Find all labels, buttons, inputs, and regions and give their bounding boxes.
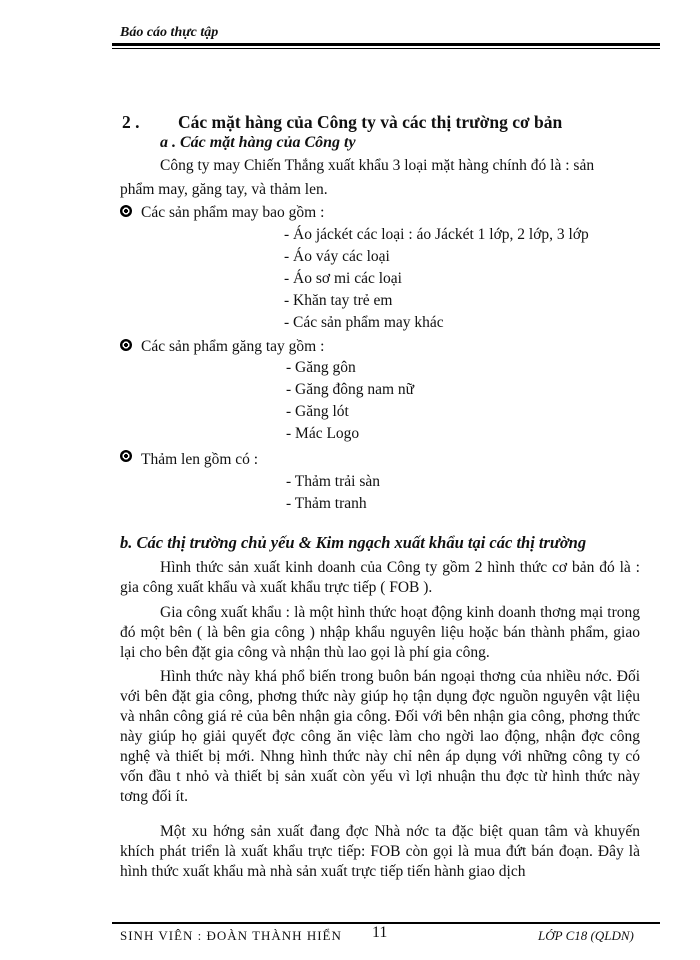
intro-line-1: Công ty may Chiến Thắng xuất khẩu 3 loại mặt hàng chính đó là : sản	[160, 157, 595, 174]
target-bullet-icon	[120, 205, 132, 217]
header-title: Báo cáo thực tập	[120, 25, 219, 40]
target-bullet-icon	[120, 450, 132, 462]
header-rule-thin	[112, 48, 660, 49]
target-bullet-icon	[120, 339, 132, 351]
list-item: - Găng gôn	[286, 359, 356, 376]
paragraph: Hình thức này khá phổ biến trong buôn bán ngoại thơng của nhiều nớc. Đối với bên đặt gia công, phơng thức này giúp họ tận dụng đợc nguồn nguyên vật liệu và nhân công giá rẻ của bên nhận gia công. Đối với bên nhận gia công, phơng thức này giúp họ giải quyết đợc công ăn việc làm cho ngời lao động, nhận đợc công nghệ và thiết bị mới. Nhng hình thức này chỉ nên áp dụng với những công ty có vốn đầu t nhỏ và thiết bị sản xuất còn yếu vì lợi nhuận thu đợc từ hình thức này tơng đối ít.	[120, 668, 640, 805]
list-item: - Khăn tay trẻ em	[284, 292, 393, 309]
list-item: - Áo jáckét các loại : áo Jáckét 1 lớp, 2 lớp, 3 lớp	[284, 226, 589, 243]
group-title: Các sản phẩm găng tay gồm :	[141, 338, 325, 355]
section-title-text: Các mặt hàng của Công ty và các thị trường cơ bản	[178, 112, 563, 132]
part-a-heading: a . Các mặt hàng của Công ty	[160, 134, 356, 151]
paragraph: Gia công xuất khẩu : là một hình thức hoạt động kinh doanh thơng mại trong đó một bên ( là bên gia công ) nhập khẩu nguyên liệu hoặc bán thành phẩm, giao lại cho bên đặt gia công và nhận thù lao gọi là phí gia công.	[120, 604, 640, 661]
section-title	[122, 112, 562, 133]
part-b-heading: b. Các thị trường chủ yếu & Kim ngạch xuất khẩu tại các thị trường	[120, 533, 587, 552]
list-item: - Thảm trải sàn	[286, 473, 380, 490]
section-number: 2 .	[122, 112, 140, 132]
list-item: - Găng lót	[286, 403, 349, 420]
list-item: - Mác Logo	[286, 425, 360, 442]
page-number: 11	[372, 924, 388, 941]
intro-line-2: phẩm may, găng tay, và thảm len.	[120, 181, 328, 198]
group-title: Các sản phẩm may bao gồm :	[141, 204, 325, 221]
group-title: Thảm len gồm có :	[141, 451, 259, 468]
paragraph: Hình thức sản xuất kinh doanh của Công ty gồm 2 hình thức cơ bản đó là : gia công xuất khẩu và xuất khẩu trực tiếp ( FOB ).	[120, 559, 640, 596]
footer-student: SINH VIÊN : ĐOÀN THÀNH HIỂN	[120, 928, 342, 943]
list-item: - Găng đông nam nữ	[286, 381, 415, 398]
list-item: - Áo váy các loại	[284, 248, 390, 265]
footer-class: LỚP C18 (QLDN)	[538, 928, 634, 943]
list-item: - Áo sơ mi các loại	[284, 270, 402, 287]
paragraph: Một xu hớng sản xuất đang đợc Nhà nớc ta đặc biệt quan tâm và khuyến khích phát triển là xuất khẩu trực tiếp: FOB còn gọi là mua đứt bán đoạn. Đây là hình thức xuất khẩu mà nhà sản xuất trực tiếp tiến hành giao dịch	[120, 823, 640, 880]
list-item: - Thảm tranh	[286, 495, 367, 512]
header-rule-thick	[112, 43, 660, 46]
list-item: - Các sản phẩm may khác	[284, 314, 444, 331]
